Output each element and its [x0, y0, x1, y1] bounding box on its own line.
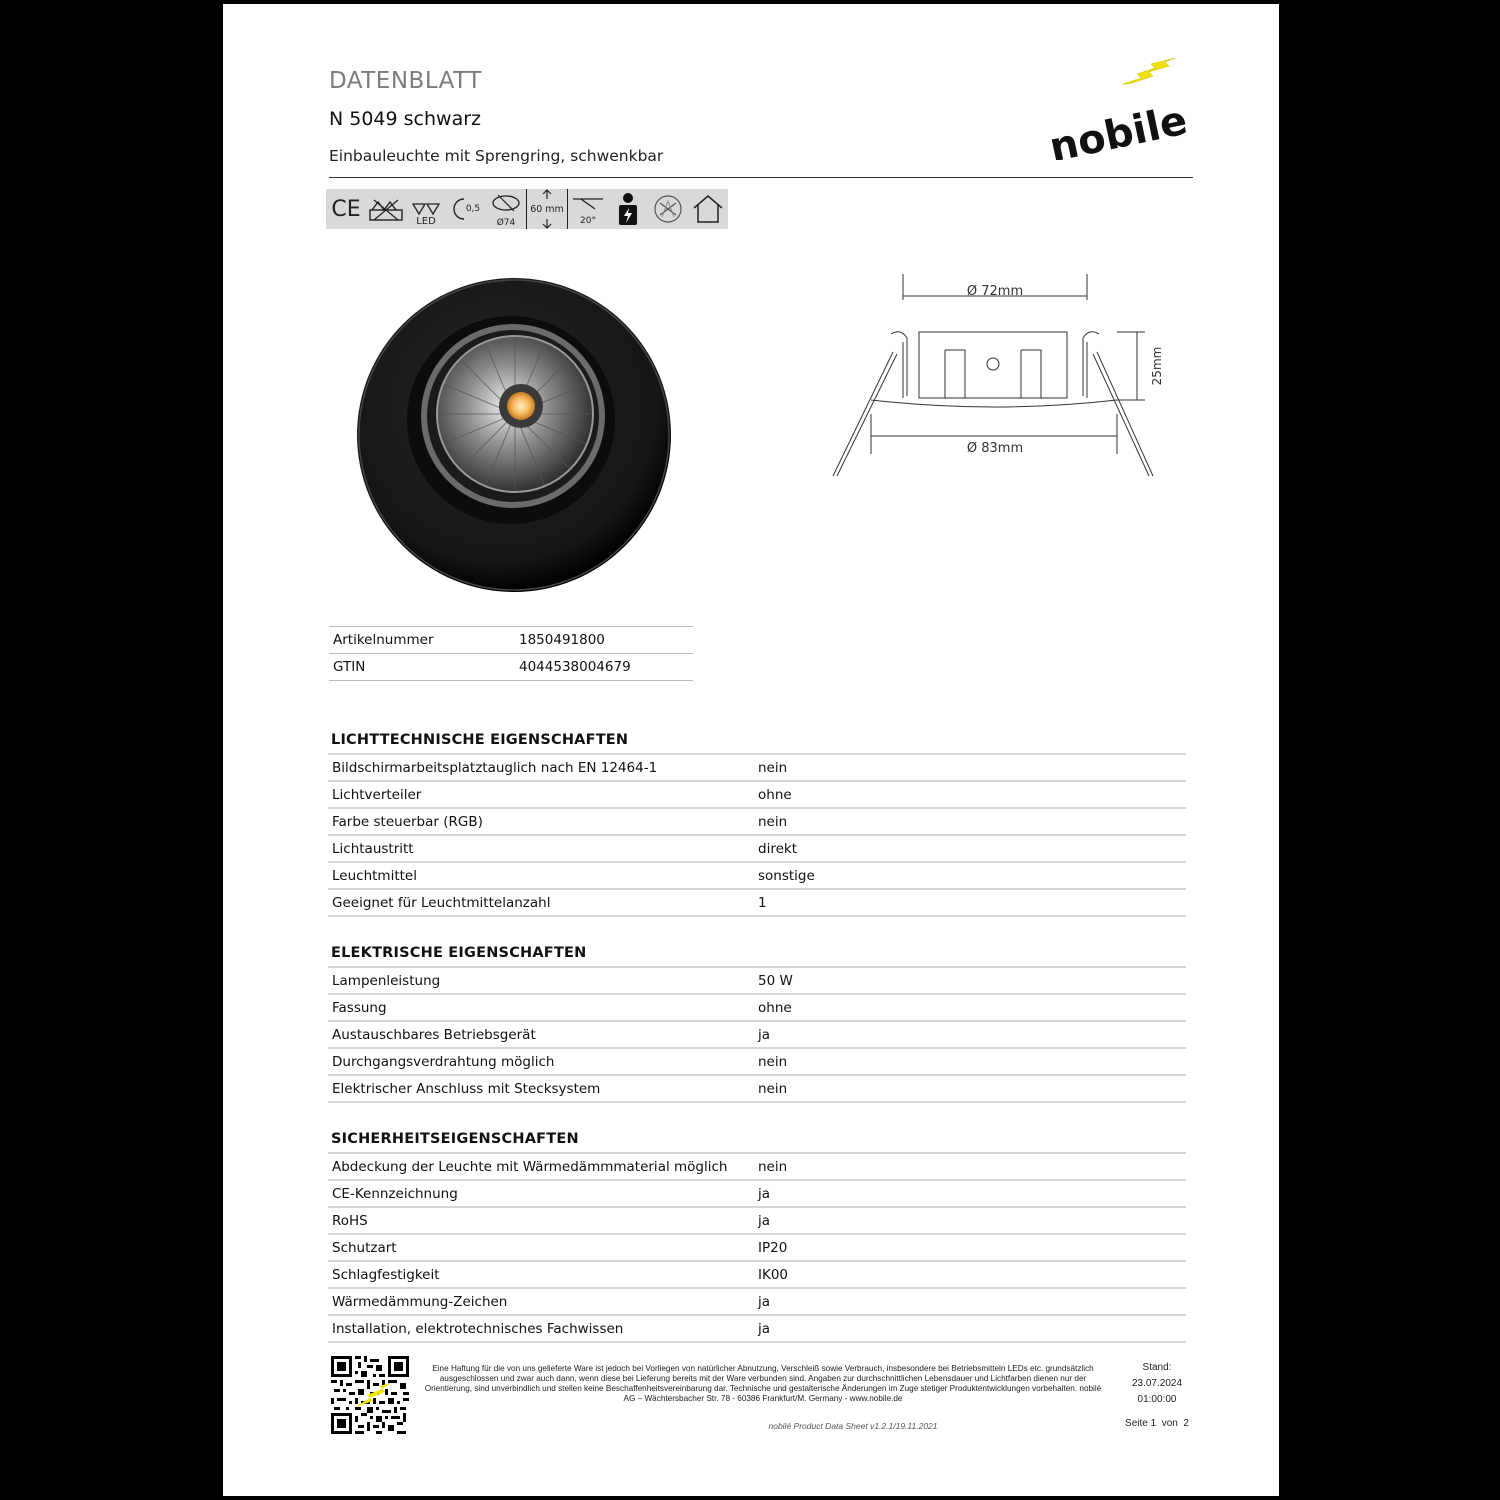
spec-value: IK00	[754, 1261, 1186, 1288]
spec-value: ohne	[754, 994, 1186, 1021]
table-row	[328, 1021, 1186, 1048]
spec-label: Schlagfestigkeit	[328, 1261, 754, 1288]
spec-label: Geeignet für Leuchtmittelanzahl	[328, 889, 754, 916]
spec-label: Fassung	[328, 994, 754, 1021]
spec-label: Wärmedämmung-Zeichen	[328, 1288, 754, 1315]
section-title-safety: SICHERHEITSEIGENSCHAFTEN	[331, 1131, 579, 1147]
article-id-table	[329, 626, 693, 681]
stand-time: 01:00:00	[1137, 1394, 1177, 1405]
table-row	[329, 627, 693, 654]
table-row	[328, 1048, 1186, 1075]
spec-value: ohne	[754, 781, 1186, 808]
section-title-electric: ELEKTRISCHE EIGENSCHAFTEN	[331, 945, 587, 961]
spec-label: Lampenleistung	[328, 967, 754, 994]
spec-value: nein	[754, 754, 1186, 781]
stand-info	[1103, 1360, 1211, 1408]
indoor-icon	[688, 189, 728, 229]
led-icon: LED	[406, 189, 446, 229]
table-row	[328, 835, 1186, 862]
spec-value: direkt	[754, 835, 1186, 862]
stand-date: 23.07.2024	[1131, 1378, 1183, 1389]
table-row	[328, 994, 1186, 1021]
spec-value: nein	[754, 1048, 1186, 1075]
table-row	[328, 1180, 1186, 1207]
spec-value: IP20	[754, 1234, 1186, 1261]
table-row	[328, 1261, 1186, 1288]
spec-label: Installation, elektrotechnisches Fachwissen	[328, 1315, 754, 1342]
spec-label: Lichtaustritt	[328, 835, 754, 862]
spec-label: Elektrischer Anschluss mit Stecksystem	[328, 1075, 754, 1102]
no-insulation-cover-icon	[366, 189, 406, 229]
table-row	[328, 1075, 1186, 1102]
table-row	[328, 1153, 1186, 1180]
no-dimmer-icon	[648, 189, 688, 229]
table-row	[329, 654, 693, 681]
top-diameter-label: Ø 72mm	[966, 284, 1024, 299]
ce-mark-icon: CE	[331, 196, 361, 222]
spec-label: Durchgangsverdrahtung möglich	[328, 1048, 754, 1075]
light-properties-table	[328, 753, 1186, 917]
table-row	[328, 1288, 1186, 1315]
product-description: Einbauleuchte mit Sprengring, schwenkbar	[329, 147, 664, 165]
product-photo	[355, 276, 673, 594]
cutout-diameter-icon: Ø74	[486, 189, 526, 229]
table-row	[328, 1315, 1186, 1342]
spec-label: Farbe steuerbar (RGB)	[328, 808, 754, 835]
logo-wordmark: nobile	[1045, 97, 1192, 160]
sheet-version: nobilé Product Data Sheet v1.2.1/19.11.2021	[768, 1421, 938, 1431]
spec-value: nein	[754, 808, 1186, 835]
tilt-angle-icon: 20°	[568, 189, 608, 229]
spec-value: sonstige	[754, 862, 1186, 889]
spec-label: Abdeckung der Leuchte mit Wärmedämmmaterial möglich	[328, 1153, 754, 1180]
qr-code[interactable]	[331, 1356, 409, 1434]
table-row	[328, 781, 1186, 808]
spec-label: Schutzart	[328, 1234, 754, 1261]
dimension-drawing	[827, 266, 1167, 486]
spec-label: Leuchtmittel	[328, 862, 754, 889]
spec-value: ja	[754, 1180, 1186, 1207]
safety-properties-table	[328, 1152, 1186, 1343]
spec-label: Lichtverteiler	[328, 781, 754, 808]
nobile-logo	[1045, 56, 1195, 160]
product-name: N 5049 schwarz	[329, 108, 481, 130]
electric-properties-table	[328, 966, 1186, 1103]
stand-label: Stand:	[1142, 1362, 1172, 1373]
spec-value: nein	[754, 1153, 1186, 1180]
table-row	[328, 862, 1186, 889]
spec-label: Bildschirmarbeitsplatztauglich nach EN 12464-1	[328, 754, 754, 781]
bottom-diameter-label: Ø 83mm	[966, 441, 1024, 456]
legal-disclaimer: Eine Haftung für die von uns gelieferte Ware ist jedoch bei Vorliegen von natürlicher Abnutzung, Verschleiß sowie Verbrauch, insbesondere bei Betriebsmitteln LEDs etc. grundsätzlich ausgeschlossen und zwar auch dann, wenn diese bei Lieferung bereits mit der Ware verbunden sind. Angaben zur durchschnittlichen Lebensdauer und Lichtfarben dienen nur der Orientierung, sind unverbindlich und stellen keine Beschaffenheitsvereinbarung dar. Technische und gestalterische Änderungen im Zuge stetiger Produktentwicklungen vorbehalten. nobilé AG – Wächtersbacher Str. 78 - 60386 Frankfurt/M. Germany - www.nobile.de	[424, 1364, 1102, 1403]
table-row	[328, 754, 1186, 781]
datasheet-page	[223, 4, 1279, 1496]
gtin-label: GTIN	[329, 654, 515, 681]
spec-value: nein	[754, 1075, 1186, 1102]
spec-value: ja	[754, 1315, 1186, 1342]
table-row	[328, 1207, 1186, 1234]
spec-value: ja	[754, 1288, 1186, 1315]
spec-value: ja	[754, 1207, 1186, 1234]
installation-depth-icon: 60 mm	[526, 189, 568, 229]
spec-label: Austauschbares Betriebsgerät	[328, 1021, 754, 1048]
spec-value: 1	[754, 889, 1186, 916]
page-counter: Seite 1 von 2	[1125, 1418, 1189, 1429]
table-row	[328, 808, 1186, 835]
spec-value: 50 W	[754, 967, 1186, 994]
title-divider	[329, 177, 1193, 178]
table-row	[328, 1234, 1186, 1261]
certification-icon-strip	[326, 189, 728, 229]
cable-length-icon: 0,5	[446, 189, 486, 229]
spec-value: ja	[754, 1021, 1186, 1048]
gtin-value: 4044538004679	[515, 654, 693, 681]
electrician-icon	[608, 189, 648, 229]
spec-label: CE-Kennzeichnung	[328, 1180, 754, 1207]
table-row	[328, 967, 1186, 994]
spec-label: RoHS	[328, 1207, 754, 1234]
dimension-sketch	[827, 266, 1167, 486]
height-label: 25mm	[1150, 346, 1164, 386]
article-number-value: 1850491800	[515, 627, 693, 654]
section-title-light: LICHTTECHNISCHE EIGENSCHAFTEN	[331, 732, 629, 748]
table-row	[328, 889, 1186, 916]
article-number-label: Artikelnummer	[329, 627, 515, 654]
document-label: DATENBLATT	[329, 68, 482, 94]
